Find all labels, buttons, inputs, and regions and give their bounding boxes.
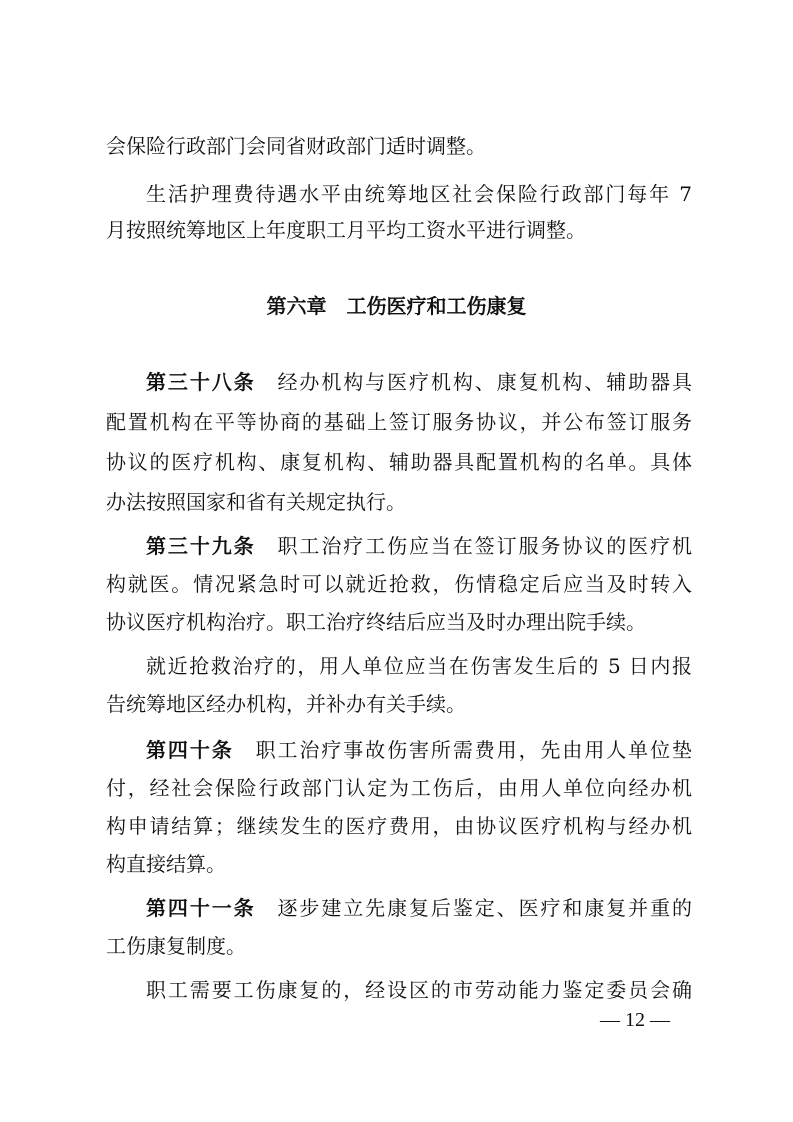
page-number: — 12 — [600,1009,670,1031]
text-line: 构就医。情况紧急时可以就近抢救，伤情稳定后应当及时转入 [106,572,692,596]
article-number: 第四十一条 [146,896,256,920]
text-line: 职工治疗工伤应当在签订服务协议的医疗机 [275,534,693,558]
text-line: 就近抢救治疗的，用人单位应当在伤害发生后的 5 日内报 [146,654,692,678]
text-line: 付，经社会保险行政部门认定为工伤后，由用人单位向经办机 [106,776,692,800]
text-line: 逐步建立先康复后鉴定、医疗和康复并重的 [275,896,693,920]
text-line: 告统筹地区经办机构，并补办有关手续。 [106,692,466,716]
article-number: 第三十八条 [146,370,256,394]
article-41-first-line [146,894,692,922]
text-line: 构申请结算；继续发生的医疗费用，由协议医疗机构与经办机 [106,814,692,838]
article-40-first-line [146,736,692,764]
text-line: 经办机构与医疗机构、康复机构、辅助器具 [275,370,693,394]
text-line: 会保险行政部门会同省财政部门适时调整。 [106,134,486,158]
text-line: 协议医疗机构治疗。职工治疗终结后应当及时办理出院手续。 [106,610,646,634]
text-line: 办法按照国家和省有关规定执行。 [106,490,406,514]
text-line: 工伤康复制度。 [106,934,246,958]
text-line: 配置机构在平等协商的基础上签订服务协议，并公布签订服务 [106,410,692,434]
article-number: 第三十九条 [146,534,256,558]
chapter-heading: 第六章 工伤医疗和工伤康复 [266,294,527,318]
text-line: 职工治疗事故伤害所需费用，先由用人单位垫 [253,738,693,762]
text-line: 构直接结算。 [106,852,226,876]
article-number: 第四十条 [146,738,234,762]
article-38-first-line [146,368,692,396]
article-39-first-line [146,532,692,560]
text-line: 职工需要工伤康复的，经设区的市劳动能力鉴定委员会确 [146,978,692,1002]
text-line: 协议的医疗机构、康复机构、辅助器具配置机构的名单。具体 [106,450,692,474]
text-line: 月按照统筹地区上年度职工月平均工资水平进行调整。 [106,218,586,242]
text-line: 生活护理费待遇水平由统筹地区社会保险行政部门每年 7 [146,182,692,206]
